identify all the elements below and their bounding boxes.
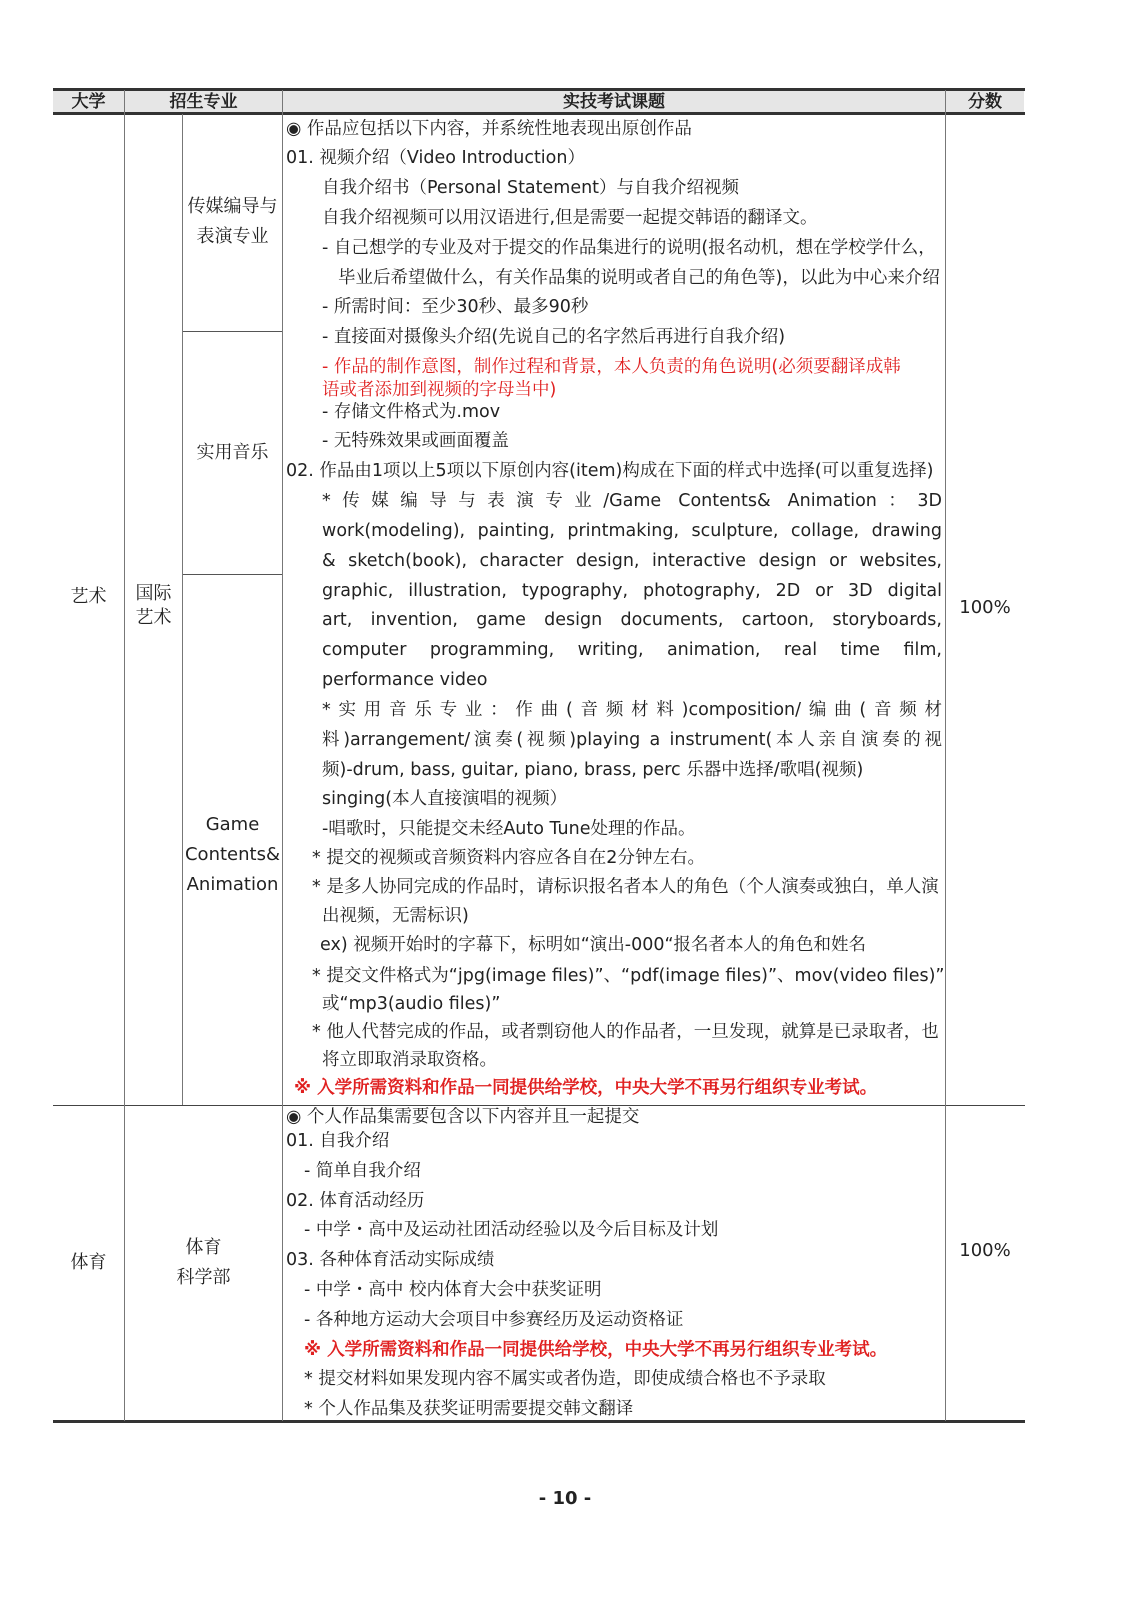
arts-line: singing(本人直接演唱的视频） (322, 789, 568, 809)
arts-line: - 直接面对摄像头介绍(先说自己的名字然后再进行自我介绍) (322, 327, 786, 347)
arts-line: 料)arrangement/演奏(视频)playing a instrument(本人亲自演奏的视 (322, 730, 942, 750)
arts-department-line-2: 艺术 (135, 607, 172, 628)
arts-line: 01. 视频介绍（Video Introduction） (286, 148, 585, 168)
major-music: 实用音乐 (196, 442, 269, 463)
major-divider-1 (183, 331, 282, 332)
arts-line: - 自己想学的专业及对于提交的作品集进行的说明(报名动机，想在学校学什么， (322, 238, 936, 258)
arts-university: 艺术 (70, 586, 107, 607)
arts-line: 出视频，无需标识) (322, 906, 469, 926)
major-game (183, 810, 282, 900)
arts-line: 自我介绍视频可以用汉语进行,但是需要一起提交韩语的翻译文。 (322, 208, 818, 228)
arts-line: * 提交文件格式为“jpg(image files)”、“pdf(image files)”、mov(video files)” (312, 966, 945, 986)
sports-line: * 个人作品集及获奖证明需要提交韩文翻译 (304, 1399, 634, 1419)
arts-line: *实用音乐专业：作曲(音频材料)composition/编曲(音频材 (322, 700, 942, 720)
major-divider-2 (183, 574, 282, 575)
sports-score: 100% (959, 1240, 1011, 1261)
table-top-border (53, 88, 1025, 91)
arts-score: 100% (959, 597, 1011, 618)
arts-line: art, invention, game design documents, cartoon, storyboards, (322, 610, 942, 630)
arts-department (125, 582, 182, 630)
arts-line: -唱歌时，只能提交未经Auto Tune处理的作品。 (322, 819, 696, 839)
sports-line: - 各种地方运动大会项目中参赛经历及运动资格证 (304, 1310, 684, 1330)
arts-line: 频)-drum, bass, guitar, piano, brass, perc 乐器中选择/歌唱(视频) (322, 760, 864, 780)
arts-line: * 他人代替完成的作品，或者剽窃他人的作品者，一旦发现，就算是已录取者，也 (312, 1022, 939, 1042)
arts-line: performance video (322, 670, 488, 690)
sports-university: 体育 (70, 1252, 107, 1273)
major-media-line-1: 传媒编导与 (187, 196, 278, 217)
sports-line: ◉ 个人作品集需要包含以下内容并且一起提交 (286, 1107, 640, 1127)
header-topic: 实技考试课题 (283, 90, 945, 114)
arts-line: ◉ 作品应包括以下内容，并系统性地表现出原创作品 (286, 119, 692, 139)
arts-line: * 提交的视频或音频资料内容应各自在2分钟左右。 (312, 848, 705, 868)
col-divider-3 (945, 90, 946, 1421)
sports-line: 03. 各种体育活动实际成绩 (286, 1250, 495, 1270)
sports-department-line-2: 科学部 (176, 1267, 231, 1288)
sports-line: 02. 体育活动经历 (286, 1191, 425, 1211)
col-divider-2 (282, 90, 283, 1421)
major-media-line-2: 表演专业 (196, 226, 269, 247)
arts-line: 毕业后希望做什么，有关作品集的说明或者自己的角色等)，以此为中心来介绍 (338, 268, 940, 288)
arts-line: ex) 视频开始时的字幕下，标明如“演出-000“报名者本人的角色和姓名 (320, 935, 867, 955)
sports-line: - 中学・高中 校内体育大会中获奖证明 (304, 1280, 602, 1300)
arts-line: 02. 作品由1项以上5项以下原创内容(item)构成在下面的样式中选择(可以重复选择) (286, 461, 934, 481)
sports-notice-red: ※ 入学所需资料和作品一同提供给学校，中央大学不再另行组织专业考试。 (304, 1340, 888, 1360)
arts-department-line-1: 国际 (135, 583, 172, 604)
arts-line-red: 语或者添加到视频的字母当中) (322, 380, 557, 400)
arts-line: - 无特殊效果或画面覆盖 (322, 431, 509, 451)
header-university: 大学 (53, 90, 124, 114)
arts-line-red: - 作品的制作意图，制作过程和背景，本人负责的角色说明(必须要翻译成韩 (322, 357, 901, 377)
arts-line: *传媒编导与表演专业/Game Contents& Animation：3D (322, 491, 942, 511)
arts-line: 自我介绍书（Personal Statement）与自我介绍视频 (322, 178, 740, 198)
arts-line: - 存储文件格式为.mov (322, 402, 501, 422)
page-number: - 10 - (538, 1488, 592, 1509)
sports-line: - 简单自我介绍 (304, 1161, 421, 1181)
header-score: 分数 (946, 90, 1024, 114)
arts-line: 将立即取消录取资格。 (322, 1050, 497, 1070)
arts-line: 或“mp3(audio files)” (322, 994, 501, 1014)
arts-line: computer programming, writing, animation, real time film, (322, 640, 942, 660)
arts-line: graphic, illustration, typography, photography, 2D or 3D digital (322, 581, 942, 601)
arts-line: & sketch(book), character design, interactive design or websites, (322, 551, 942, 571)
major-game-line-2: Contents& (184, 844, 280, 865)
sports-line: 01. 自我介绍 (286, 1131, 390, 1151)
major-game-line-1: Game (205, 814, 260, 835)
major-game-line-3: Animation (186, 874, 279, 895)
sports-line: * 提交材料如果发现内容不属实或者伪造，即使成绩合格也不予录取 (304, 1369, 826, 1389)
arts-line: work(modeling), painting, printmaking, sculpture, collage, drawing (322, 521, 942, 541)
col-divider-1 (124, 90, 125, 1421)
sports-department (125, 1233, 282, 1293)
header-major: 招生专业 (125, 90, 282, 114)
arts-line: * 是多人协同完成的作品时，请标识报名者本人的角色（个人演奏或独白，单人演 (312, 877, 939, 897)
sports-line: - 中学・高中及运动社团活动经验以及今后目标及计划 (304, 1220, 719, 1240)
major-media (183, 192, 282, 252)
sports-department-line-1: 体育 (185, 1237, 222, 1258)
arts-notice-red: ※ 入学所需资料和作品一同提供给学校，中央大学不再另行组织专业考试。 (294, 1078, 878, 1098)
arts-line: - 所需时间：至少30秒、最多90秒 (322, 297, 589, 317)
col-divider-major (182, 114, 183, 1105)
